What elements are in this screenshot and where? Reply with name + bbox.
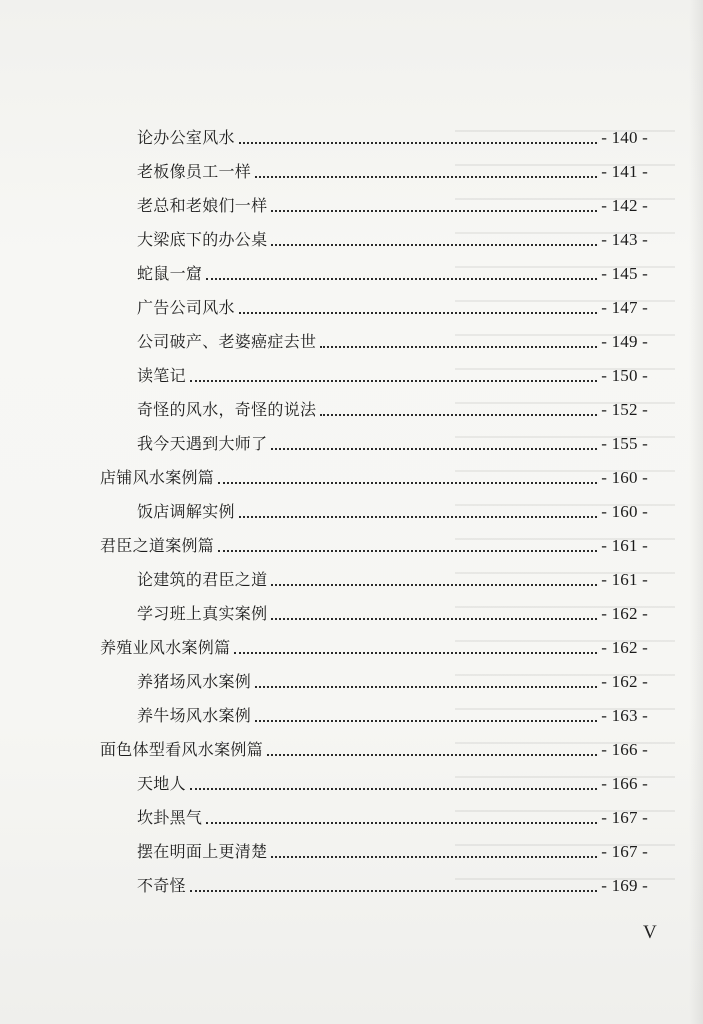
dot-leader [255,686,597,688]
toc-entry [137,154,648,182]
toc-entry [137,290,648,318]
dot-leader [271,244,597,246]
toc-entry-page: - 161 - [601,570,648,589]
toc-entry-title: 读笔记 [137,366,186,385]
toc-section-page: - 162 - [601,638,648,657]
toc-entry [137,596,648,624]
dot-leader [271,856,597,858]
toc-entry-page: - 149 - [601,332,648,351]
dot-leader [218,482,597,484]
toc-entry-page: - 141 - [601,162,648,181]
toc-entry-page: - 162 - [601,604,648,623]
toc-entry-title: 蛇鼠一窟 [137,264,203,283]
toc-entry-title: 大梁底下的办公桌 [137,230,268,249]
toc-entry [137,324,648,352]
toc-entry-page: - 152 - [601,400,648,419]
dot-leader [239,516,597,518]
toc-entry-page: - 163 - [601,706,648,725]
toc-entry-page: - 143 - [601,230,648,249]
toc-entry [137,834,648,862]
toc-entry-title: 论建筑的君臣之道 [137,570,268,589]
toc-entry-title: 养牛场风水案例 [137,706,252,725]
dot-leader [218,550,597,552]
dot-leader [190,890,597,892]
toc-section-page: - 160 - [601,468,648,487]
toc-entry-page: - 155 - [601,434,648,453]
dot-leader [234,652,597,654]
dot-leader [271,584,597,586]
toc-entry [137,766,648,794]
dot-leader [239,312,597,314]
dot-leader [190,380,597,382]
dot-leader [267,754,597,756]
toc-entry-title: 广告公司风水 [137,298,235,317]
toc-section [100,630,648,658]
toc-entry [137,562,648,590]
toc-entry-title: 论办公室风水 [137,128,235,147]
dot-leader [271,448,597,450]
toc-entry-title: 养猪场风水案例 [137,672,252,691]
toc-entry-page: - 167 - [601,808,648,827]
toc-section-page: - 166 - [601,740,648,759]
toc-entry-title: 公司破产、老婆癌症去世 [137,332,317,351]
toc-entry [137,392,648,420]
toc-entry-page: - 160 - [601,502,648,521]
toc-entry-title: 饭店调解实例 [137,502,235,521]
toc-entry-title: 学习班上真实案例 [137,604,268,623]
toc-section [100,732,648,760]
toc-entry-title: 不奇怪 [137,876,186,895]
toc-section-title: 面色体型看风水案例篇 [100,740,264,759]
toc-section [100,528,648,556]
dot-leader [271,618,597,620]
toc-entry [137,494,648,522]
toc-section-title: 店铺风水案例篇 [100,468,215,487]
dot-leader [255,176,597,178]
toc-entry [137,664,648,692]
dot-leader [206,822,597,824]
toc-entry [137,868,648,896]
dot-leader [255,720,597,722]
dot-leader [271,210,597,212]
toc-section-title: 养殖业风水案例篇 [100,638,231,657]
toc-entry-page: - 150 - [601,366,648,385]
toc-entry [137,426,648,454]
toc-entry-title: 摆在明面上更清楚 [137,842,268,861]
toc-entry [137,188,648,216]
dot-leader [320,414,597,416]
toc-entry-title: 老总和老娘们一样 [137,196,268,215]
toc-entry [137,120,648,148]
toc-entry-page: - 147 - [601,298,648,317]
toc-entry-page: - 145 - [601,264,648,283]
toc-entry [137,256,648,284]
toc-section-title: 君臣之道案例篇 [100,536,215,555]
toc-entry-page: - 166 - [601,774,648,793]
toc-entry-page: - 169 - [601,876,648,895]
dot-leader [206,278,597,280]
toc-entry-page: - 162 - [601,672,648,691]
dot-leader [239,142,597,144]
toc-entry [137,358,648,386]
toc-entry-page: - 167 - [601,842,648,861]
toc-entry [137,800,648,828]
toc-entry [137,222,648,250]
dot-leader [190,788,597,790]
toc-entry-title: 坎卦黑气 [137,808,203,827]
toc-entry [137,698,648,726]
toc-entry-title: 老板像员工一样 [137,162,252,181]
page-number-roman: V [643,922,657,943]
toc-section [100,460,648,488]
toc-entry-title: 天地人 [137,774,186,793]
toc-entry-title: 我今天遇到大师了 [137,434,268,453]
dot-leader [320,346,597,348]
toc-entry-page: - 142 - [601,196,648,215]
toc-entry-title: 奇怪的风水，奇怪的说法 [137,400,317,419]
toc-entry-page: - 140 - [601,128,648,147]
toc-section-page: - 161 - [601,536,648,555]
